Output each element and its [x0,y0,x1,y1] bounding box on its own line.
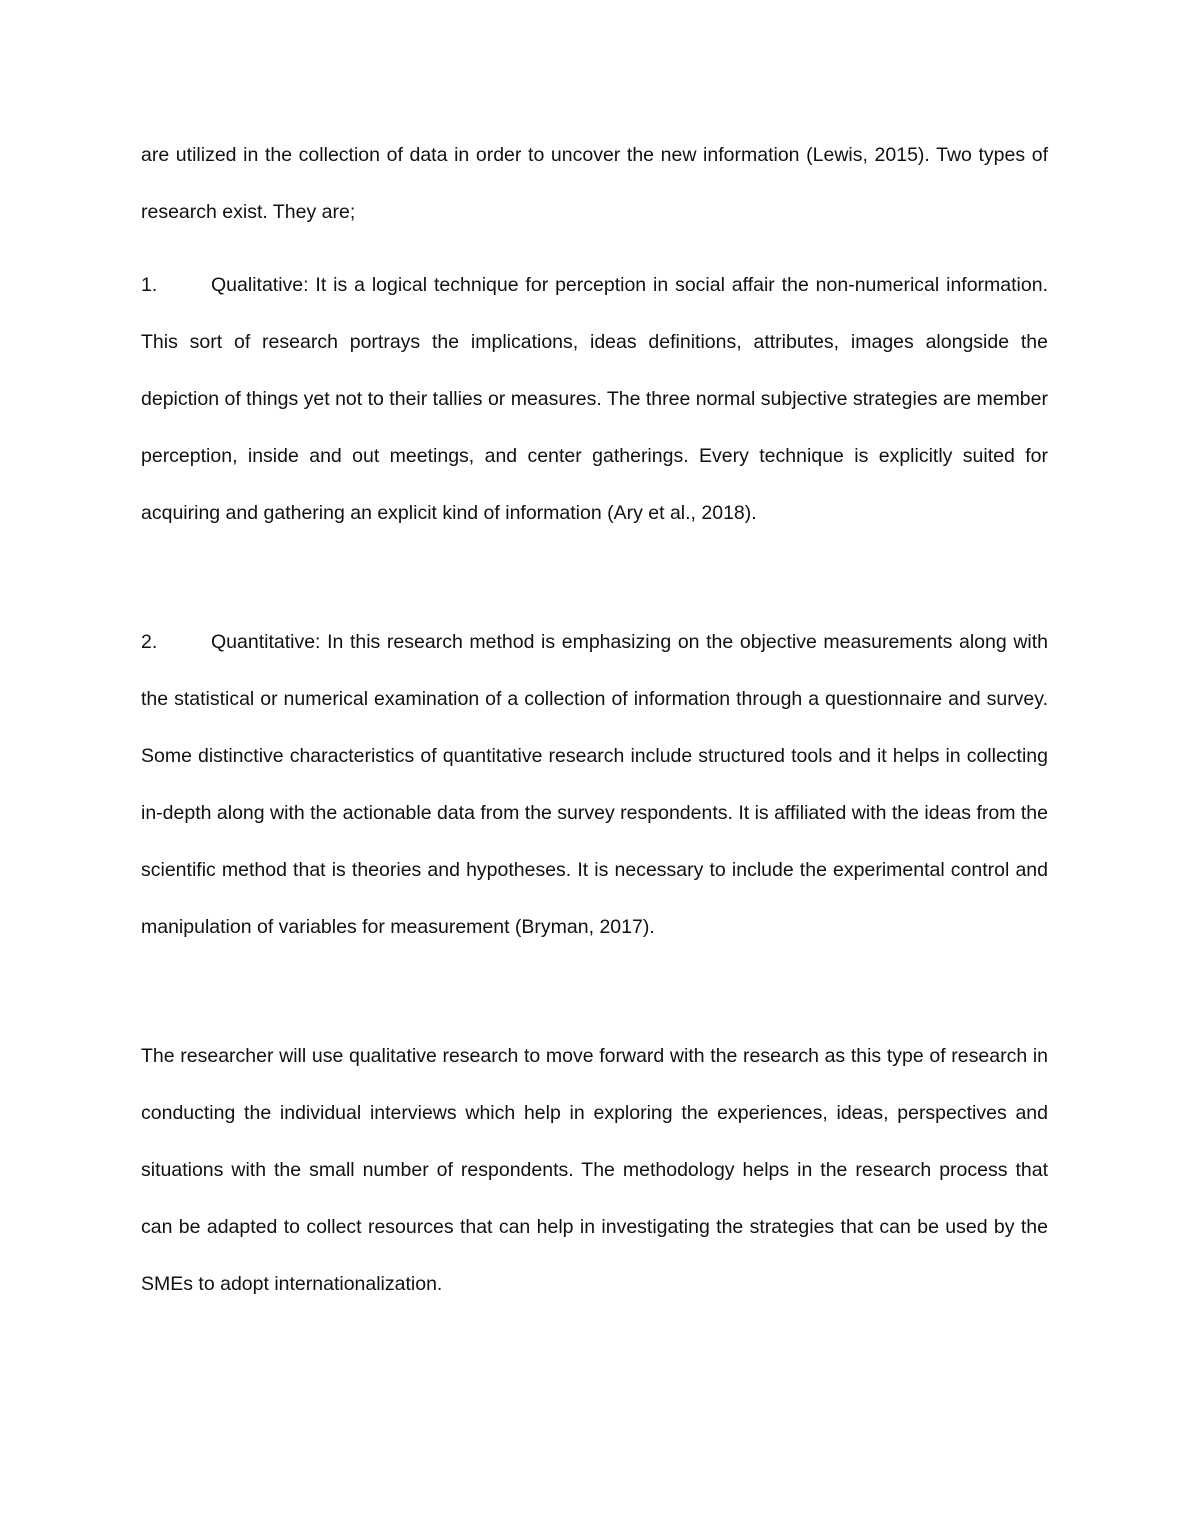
intro-paragraph: are utilized in the collection of data in order to uncover the new information (Lewis, 2015). Two types of research exist. They are; [141,144,1048,223]
list-item-text: Qualitative: It is a logical technique for perception in social affair the non-numerical information. This sort of research portrays the implications, ideas definitions, attributes, images alongside the depiction of things yet not to their tallies or measures. The three normal subjective strategies are member perception, inside and out meetings, and center gatherings. Every technique is explicitly suited for acquiring and gathering an explicit kind of information (Ary et al., 2018). [141,274,1048,524]
list-item-qualitative [141,257,1048,542]
list-item-quantitative [141,614,1048,956]
list-item-number: 1. [141,274,158,296]
list-item-number: 2. [141,631,158,653]
closing-paragraph: The researcher will use qualitative research to move forward with the research as this type of research in conducting the individual interviews which help in exploring the experiences, ideas, perspectives and situations with the small number of respondents. The methodology helps in the research process that can be adapted to collect resources that can help in investigating the strategies that can be used by the SMEs to adopt internationalization. [141,1045,1048,1295]
list-item-text: Quantitative: In this research method is emphasizing on the objective measurements along with the statistical or numerical examination of a collection of information through a questionnaire and survey. Some distinctive characteristics of quantitative research include structured tools and it helps in collecting in-depth along with the actionable data from the survey respondents. It is affiliated with the ideas from the scientific method that is theories and hypotheses. It is necessary to include the experimental control and manipulation of variables for measurement (Bryman, 2017). [141,631,1048,938]
